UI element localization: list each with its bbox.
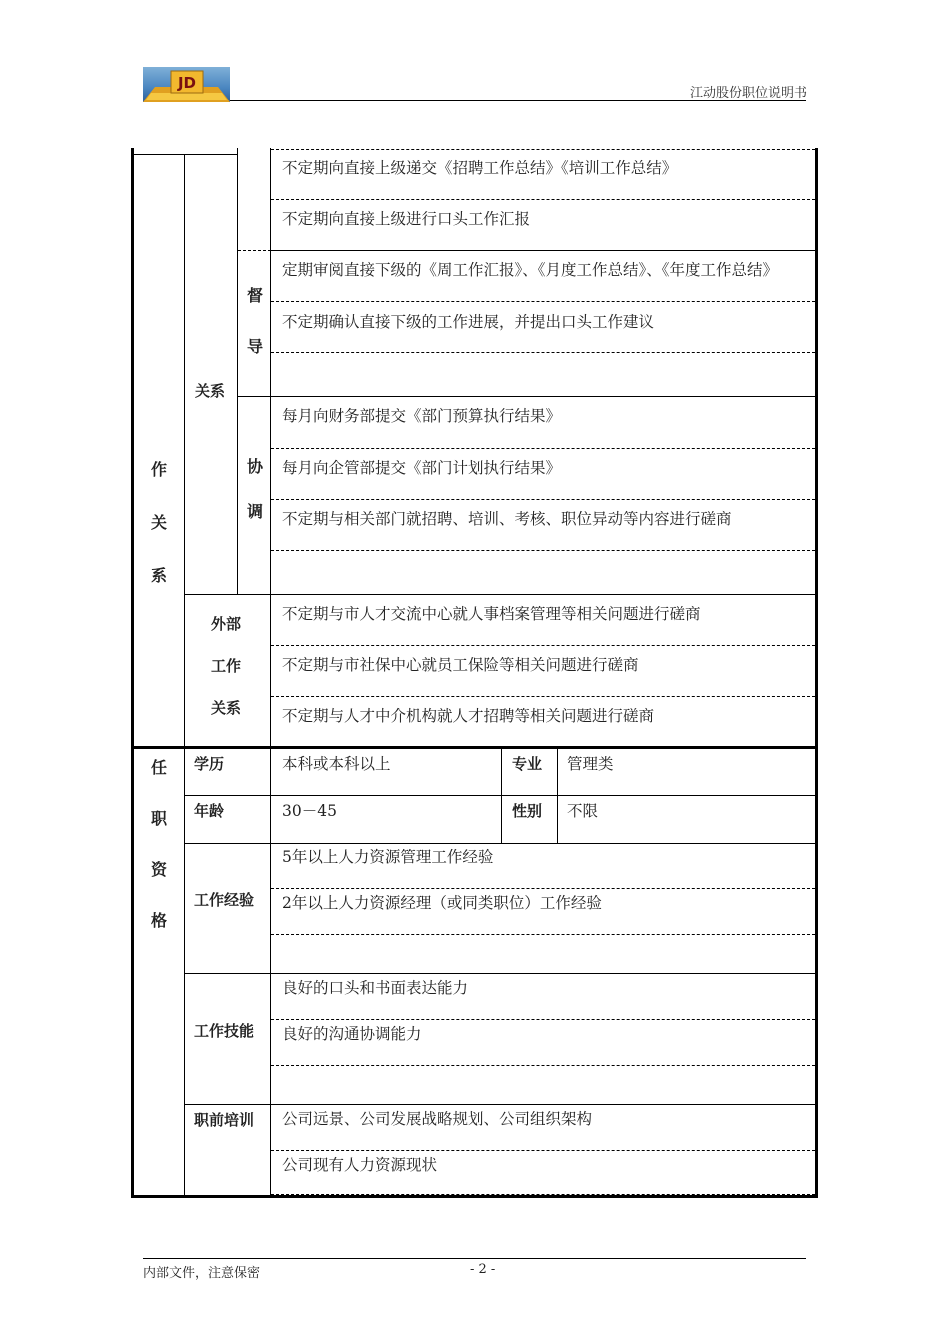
external-label-3: 关系 (211, 699, 242, 717)
relations-section-label: 作 关 系 (150, 460, 167, 585)
age-label: 年龄 (194, 802, 225, 820)
training-row-1: 公司远景、公司发展战略规划、公司组织架构 (282, 1110, 593, 1128)
table-border-left (131, 148, 134, 1198)
left-top-rule (131, 154, 237, 155)
row-dash (271, 934, 815, 935)
row-rule (184, 795, 815, 796)
row-dash (271, 1150, 815, 1151)
row-dash (271, 301, 815, 302)
external-label-1: 外部 (211, 615, 242, 633)
row-dash (271, 550, 815, 551)
coordinate-row-3: 不定期与相关部门就招聘、培训、考核、职位异动等内容进行磋商 (282, 510, 732, 528)
experience-row-2: 2年以上人力资源经理（或同类职位）工作经验 (282, 894, 602, 912)
relations-inner-label: 关系 (195, 382, 226, 400)
row-dash (271, 352, 815, 353)
row-dash (271, 499, 815, 500)
logo-icon (143, 67, 230, 102)
report-row-1: 不定期向直接上级递交《招聘工作总结》《培训工作总结》 (282, 159, 678, 177)
col-line-3 (270, 148, 271, 1198)
table-border-bottom (131, 1195, 818, 1198)
row-dash (271, 888, 815, 889)
experience-row-1: 5年以上人力资源管理工作经验 (282, 848, 494, 866)
col-line-1 (184, 154, 185, 1198)
document-title: 江动股份职位说明书 (689, 86, 807, 101)
company-logo (143, 67, 230, 102)
table-border-right (815, 148, 818, 1198)
row-dash (238, 250, 271, 251)
supervise-row-1: 定期审阅直接下级的《周工作汇报》、《月度工作总结》、《年度工作总结》 (282, 261, 779, 279)
experience-label: 工作经验 (194, 891, 255, 909)
row-dash (271, 1065, 815, 1066)
supervise-row-2: 不定期确认直接下级的工作进展，并提出口头工作建议 (282, 313, 655, 331)
footer-rule (143, 1258, 806, 1259)
skills-label: 工作技能 (194, 1022, 255, 1040)
row-dash (271, 696, 815, 697)
external-row-3: 不定期与人才中介机构就人才招聘等相关问题进行磋商 (282, 707, 655, 725)
row-rule (184, 973, 815, 974)
row-dash (271, 1194, 815, 1195)
skills-row-2: 良好的沟通协调能力 (282, 1025, 422, 1043)
job-description-table (131, 148, 818, 1198)
row-dash (271, 448, 815, 449)
skills-row-1: 良好的口头和书面表达能力 (282, 979, 469, 997)
page-number: - 2 - (470, 1262, 496, 1277)
row-rule (238, 396, 271, 397)
report-row-2: 不定期向直接上级进行口头工作汇报 (282, 210, 531, 228)
row-dash (271, 645, 815, 646)
training-row-2: 公司现有人力资源现状 (282, 1156, 438, 1174)
col-line-2 (237, 148, 238, 594)
row-rule (271, 250, 815, 251)
section-divider (131, 746, 818, 749)
gender-label: 性别 (512, 802, 543, 820)
row-rule (184, 594, 815, 595)
header-rule (230, 100, 806, 101)
confidential-note: 内部文件，注意保密 (143, 1266, 261, 1281)
row-rule (184, 843, 815, 844)
coordinate-row-1: 每月向财务部提交《部门预算执行结果》 (282, 407, 562, 425)
supervise-label: 督 导 (246, 286, 263, 356)
gender-value: 不限 (567, 802, 599, 820)
age-value: 30－45 (282, 802, 337, 820)
row-dash (271, 1019, 815, 1020)
education-value: 本科或本科以上 (282, 755, 391, 773)
external-row-2: 不定期与市社保中心就员工保险等相关问题进行磋商 (282, 656, 639, 674)
major-value: 管理类 (567, 755, 614, 773)
education-label: 学历 (194, 755, 225, 773)
external-label-2: 工作 (211, 657, 242, 675)
major-label: 专业 (512, 755, 543, 773)
row-rule (184, 1104, 815, 1105)
external-row-1: 不定期与市人才交流中心就人事档案管理等相关问题进行磋商 (282, 605, 701, 623)
svg-text:JD: JD (177, 74, 197, 92)
coordinate-row-2: 每月向企管部提交《部门计划执行结果》 (282, 459, 562, 477)
qualifications-section-label: 任 职 资 格 (150, 758, 167, 930)
row-rule (271, 396, 815, 397)
coordinate-label: 协 调 (246, 457, 263, 521)
training-label: 职前培训 (194, 1111, 255, 1129)
row-dash (271, 199, 815, 200)
top-dash (271, 149, 815, 150)
